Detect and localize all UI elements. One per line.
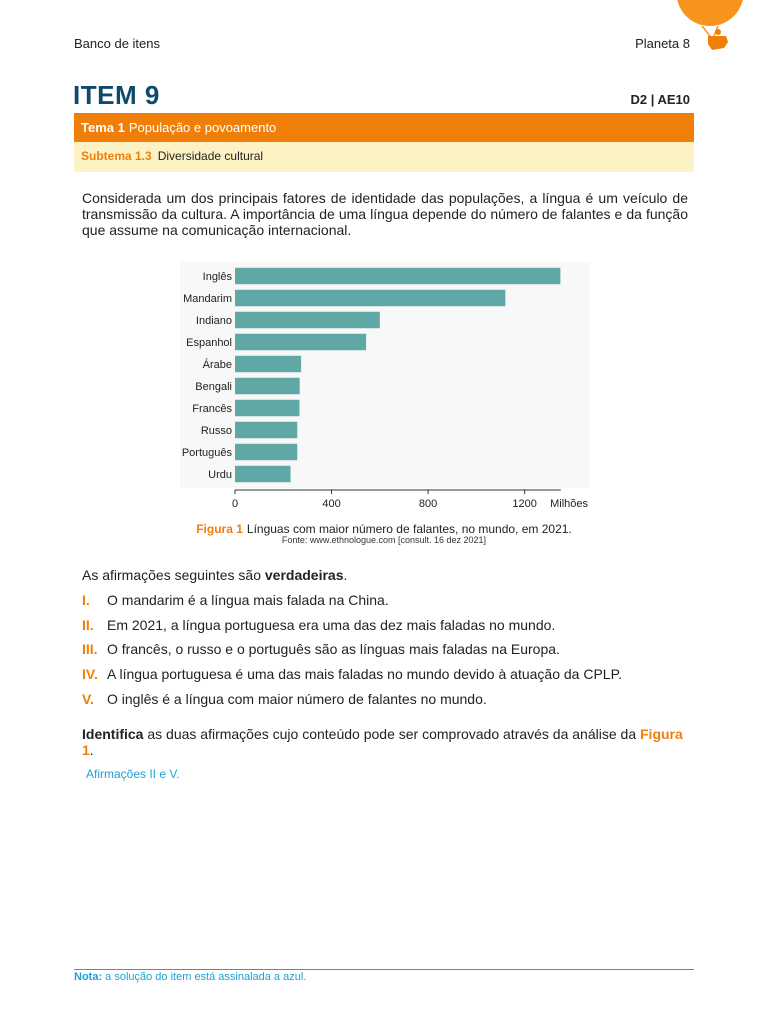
chart-category-label: Urdu [208, 469, 232, 481]
chart-bar [235, 290, 505, 307]
question-body: as duas afirmações cujo conteúdo pode ser comprovado através da análise da [143, 726, 640, 742]
statement-item [82, 617, 688, 642]
question-end: . [89, 742, 94, 758]
statement-number: V. [82, 690, 94, 707]
chart-svg [180, 262, 590, 512]
chart-category-label: Inglês [202, 271, 232, 283]
item-title: ITEM 9 [73, 80, 160, 110]
statement-number: II. [82, 616, 94, 633]
statement-text: O francês, o russo e o português são as línguas mais faladas na Europa. [107, 641, 560, 658]
figure-caption-text: Línguas com maior número de falantes, no mundo, em 2021. [246, 522, 572, 536]
answer-text: Afirmações II e V. [86, 767, 180, 781]
tema-label: Tema 1 [81, 120, 125, 135]
chart-bar [235, 422, 297, 439]
subtema-label: Subtema 1.3 [81, 149, 152, 163]
chart-category-label: Bengali [195, 381, 232, 393]
header-left-text: Banco de itens [74, 36, 161, 51]
chart-category-label: Árabe [202, 359, 232, 371]
chart-bar [235, 378, 300, 395]
statement-number: I. [82, 592, 90, 608]
header-right-text: Planeta 8 [635, 36, 690, 51]
chart-bar [235, 444, 297, 461]
chart-bar [235, 356, 301, 373]
lead-end: . [343, 567, 348, 583]
balloon-logo-icon [672, 0, 752, 62]
chart-bar [235, 312, 380, 329]
question-text [82, 726, 688, 758]
chart-x-tick-label: 400 [322, 498, 341, 510]
statement-item [82, 691, 688, 716]
intro-paragraph: Considerada um dos principais fatores de identidade das populações, a língua é um veículo de transmissão da cultura. A importância de uma língua depende do número de falantes e da função que assume na comunicação internacional. [82, 190, 688, 238]
figure-source: Fonte: www.ethnologue.com [consult. 16 dez 2021] [281, 535, 487, 545]
chart-bar [235, 466, 291, 483]
statement-item [82, 592, 688, 617]
chart-category-label: Português [181, 447, 232, 459]
statement-text: O inglês é a língua com maior número de falantes no mundo. [107, 690, 487, 707]
chart-category-label: Espanhol [186, 337, 232, 349]
statement-item [82, 666, 688, 691]
question-figure-ref: Figura 1 [82, 726, 683, 758]
lead-bold: verdadeiras [264, 567, 344, 583]
statement-text: Em 2021, a língua portuguesa era uma das dez mais faladas no mundo. [107, 616, 556, 633]
statement-text: O mandarim é a língua mais falada na China. [107, 592, 389, 608]
figure-caption [120, 522, 648, 536]
question-verb: Identifica [82, 726, 144, 742]
tema-text: População e povoamento [128, 120, 277, 135]
statement-item [82, 641, 688, 666]
tema-bar [74, 113, 694, 142]
chart-category-label: Russo [200, 425, 232, 437]
lead-text: As afirmações seguintes são [82, 567, 265, 583]
chart-bar [235, 400, 299, 417]
chart-x-tick-label: 1200 [512, 498, 537, 510]
chart-x-unit-label: Milhões [550, 498, 588, 510]
figure-label: Figura 1 [196, 522, 243, 536]
footer-text: a solução do item está assinalada a azul. [102, 971, 307, 983]
statements-lead [82, 567, 347, 583]
chart-bar [235, 334, 366, 351]
statement-text: A língua portuguesa é uma das mais faladas no mundo devido à atuação da CPLP. [107, 666, 622, 683]
chart-category-label: Indiano [195, 315, 232, 327]
subtema-bar [74, 142, 694, 172]
chart-x-tick-label: 0 [231, 498, 239, 510]
footer-label: Nota: [74, 971, 103, 983]
subtema-text: Diversidade cultural [157, 149, 264, 163]
chart-x-tick-label: 800 [418, 498, 438, 510]
chart-category-label: Francês [192, 403, 232, 415]
language-bar-chart [180, 262, 590, 512]
statement-number: IV. [82, 666, 98, 683]
statement-number: III. [82, 641, 98, 658]
footer-divider [74, 969, 694, 970]
footer-note [74, 971, 306, 983]
chart-category-label: Mandarim [183, 293, 232, 305]
item-code: D2 | AE10 [630, 92, 690, 107]
statements-list [82, 592, 688, 715]
chart-bar [235, 268, 560, 285]
